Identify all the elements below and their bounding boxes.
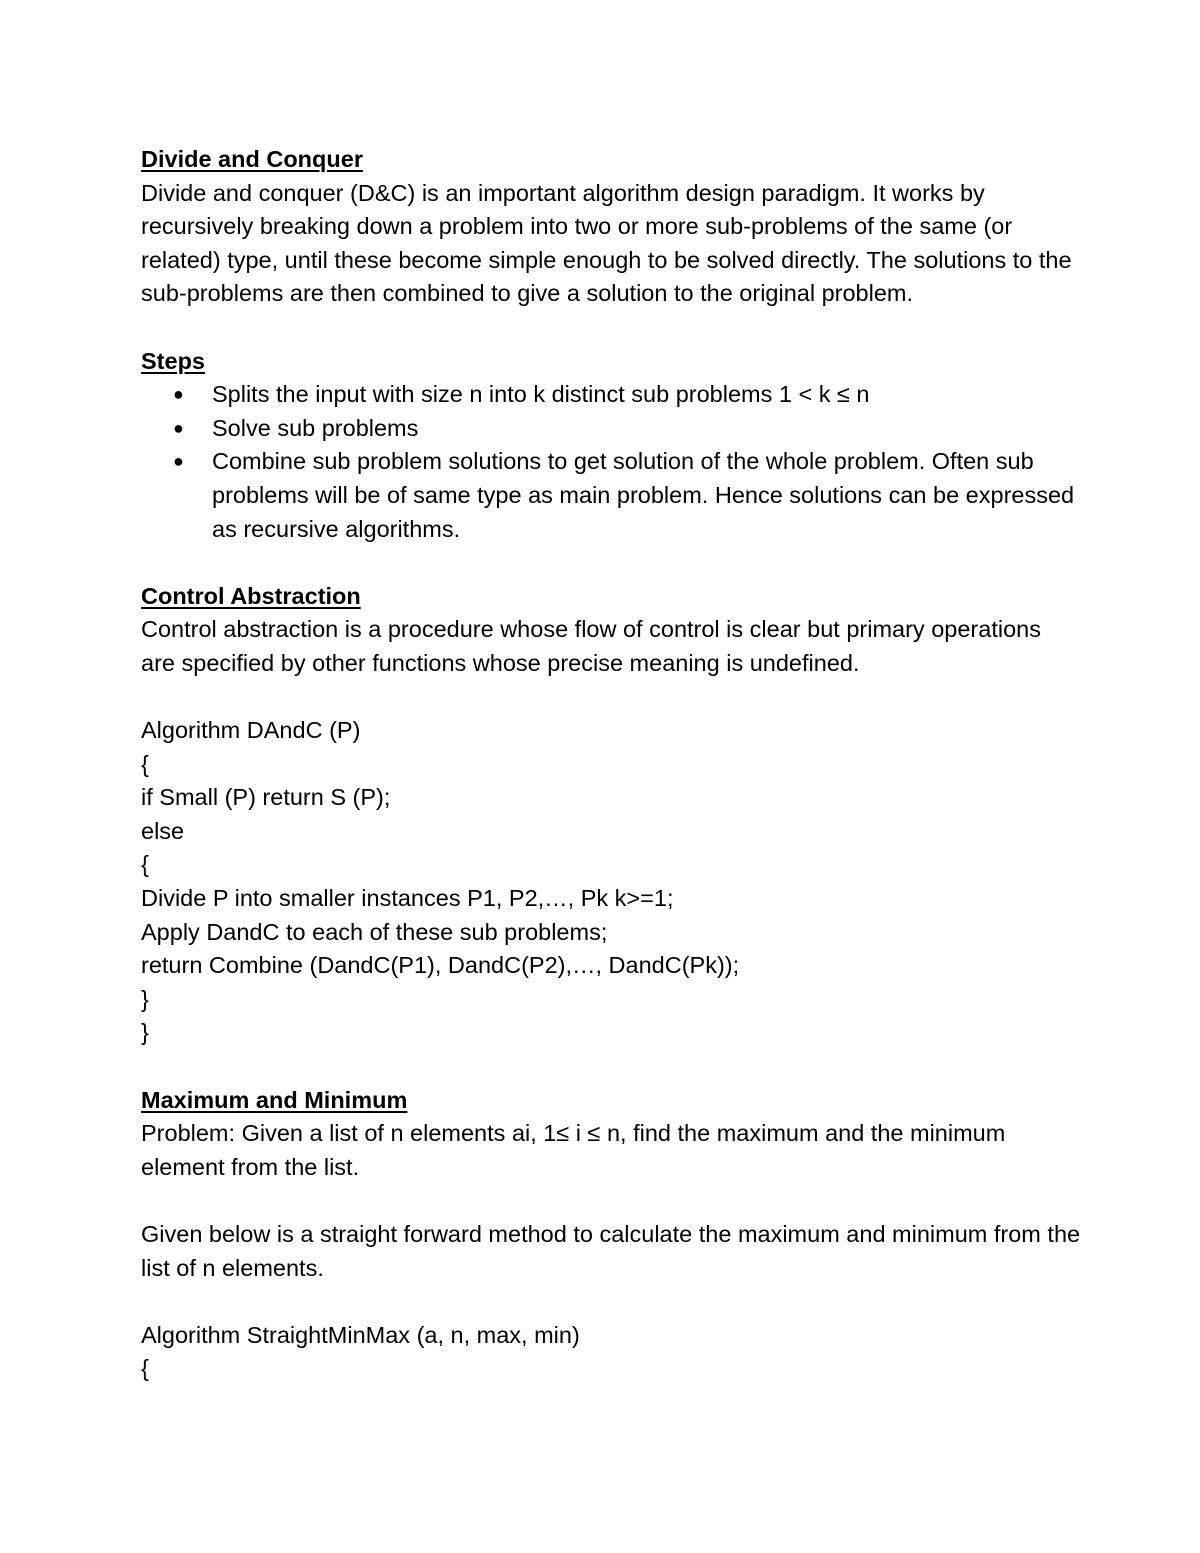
spacer — [141, 1050, 1081, 1084]
spacer — [141, 681, 1081, 715]
code-line: Apply DandC to each of these sub problems; — [141, 918, 608, 945]
heading-divide-and-conquer: Divide and Conquer — [141, 146, 363, 172]
code-block-straightminmax — [141, 1319, 1081, 1386]
code-block-dandc — [141, 714, 1081, 1050]
bullet-icon: ● — [173, 417, 184, 438]
code-line: { — [141, 750, 149, 777]
document-page — [141, 143, 1081, 1386]
steps-list — [141, 378, 1081, 546]
heading-control-abstraction: Control Abstraction — [141, 582, 361, 609]
code-line: } — [141, 985, 149, 1012]
code-line: } — [141, 1019, 149, 1046]
list-item-text: Solve sub problems — [212, 414, 419, 441]
heading-maximum-and-minimum: Maximum and Minimum — [141, 1086, 408, 1113]
code-line: if Small (P) return S (P); — [141, 784, 391, 811]
list-item — [141, 412, 1081, 446]
paragraph-divide-and-conquer: Divide and conquer (D&C) is an important algorithm design paradigm. It works by recursively breaking down a problem into two or more sub-problems of the same (or related) type, until these become simple enough to be solved directly. The solutions to the sub-problems are then combined to give a solution to the original problem. — [141, 179, 1072, 307]
spacer — [141, 546, 1081, 580]
code-line: Algorithm DAndC (P) — [141, 717, 361, 744]
list-item — [141, 445, 1081, 546]
spacer — [141, 1285, 1081, 1319]
spacer — [141, 311, 1081, 345]
bullet-icon: ● — [173, 451, 184, 472]
list-item — [141, 378, 1081, 412]
code-line: else — [141, 817, 185, 844]
paragraph-control-abstraction: Control abstraction is a procedure whose flow of control is clear but primary operations are specified by other functions whose precise meaning is undefined. — [141, 616, 1041, 676]
heading-steps: Steps — [141, 347, 205, 374]
code-line: return Combine (DandC(P1), DandC(P2),…, DandC(Pk)); — [141, 952, 740, 979]
paragraph-straight-method: Given below is a straight forward method to calculate the maximum and minimum from the list of n elements. — [141, 1221, 1081, 1281]
code-line: Algorithm StraightMinMax (a, n, max, min) — [141, 1321, 580, 1348]
code-line: { — [141, 1355, 149, 1382]
paragraph-problem: Problem: Given a list of n elements ai, 1≤ i ≤ n, find the maximum and the minimum element from the list. — [141, 1120, 1006, 1180]
code-line: { — [141, 851, 149, 878]
list-item-text: Combine sub problem solutions to get solution of the whole problem. Often sub problems will be of same type as main problem. Hence solutions can be expressed as recursive algorithms. — [212, 448, 1075, 542]
list-item-text: Splits the input with size n into k distinct sub problems 1 < k ≤ n — [212, 381, 870, 408]
bullet-icon: ● — [173, 384, 184, 405]
code-line: Divide P into smaller instances P1, P2,…, Pk k>=1; — [141, 885, 674, 912]
spacer — [141, 1184, 1081, 1218]
